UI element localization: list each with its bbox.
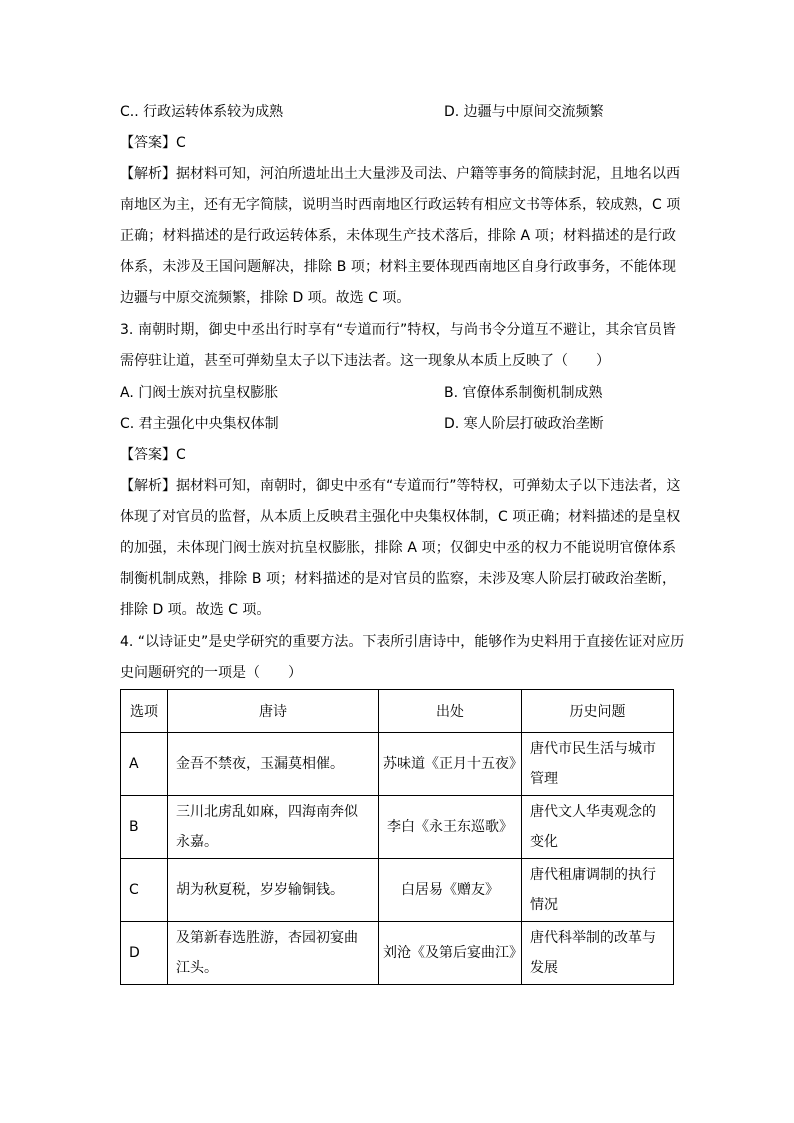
table-row — [121, 796, 674, 859]
cell-issue: 唐代租庸调制的执行情况 — [522, 859, 674, 922]
table-header-row — [121, 690, 674, 733]
header-cell-poem: 唐诗 — [168, 690, 379, 733]
cell-issue: 唐代科举制的改革与发展 — [522, 922, 674, 985]
cell-option: C — [121, 859, 168, 922]
q2-analysis-line: 正确；材料描述的是行政运转体系，未体现生产技术落后，排除 A 项；材料描述的是行政 — [120, 228, 676, 244]
cell-option: D — [121, 922, 168, 985]
header-cell-option: 选项 — [121, 690, 168, 733]
q3-option-c: C. 君主强化中央集权体制 — [120, 416, 279, 432]
cell-poem: 胡为秋夏税，岁岁输铜钱。 — [168, 859, 379, 922]
q2-analysis-line: 体系，未涉及王国问题解决，排除 B 项；材料主要体现西南地区自身行政事务，不能体现 — [120, 259, 676, 275]
q3-analysis-line: 排除 D 项。故选 C 项。 — [120, 602, 271, 618]
q2-answer: 【答案】C — [120, 135, 186, 151]
table-row — [121, 859, 674, 922]
q3-analysis-line: 体现了对官员的监督，从本质上反映君主强化中央集权体制，C 项正确；材料描述的是皇权 — [120, 509, 681, 525]
q3-answer: 【答案】C — [120, 447, 186, 463]
cell-issue: 唐代市民生活与城市管理 — [522, 733, 674, 796]
cell-option: A — [121, 733, 168, 796]
q3-option-b: B. 官僚体系制衡机制成熟 — [444, 385, 603, 401]
q3-option-a: A. 门阀士族对抗皇权膨胀 — [120, 385, 279, 401]
q3-stem-line: 需停驻让道，甚至可弹劾皇太子以下违法者。这一现象从本质上反映了（ ） — [120, 353, 610, 369]
cell-source: 白居易《赠友》 — [379, 859, 522, 922]
cell-poem: 三川北虏乱如麻，四海南奔似永嘉。 — [168, 796, 379, 859]
header-cell-source: 出处 — [379, 690, 522, 733]
q3-option-d: D. 寒人阶层打破政治垄断 — [444, 416, 604, 432]
cell-source: 刘沧《及第后宴曲江》 — [379, 922, 522, 985]
table-row — [121, 922, 674, 985]
cell-poem: 及第新春选胜游，杏园初宴曲江头。 — [168, 922, 379, 985]
q2-analysis-line: 南地区为主，还有无字简牍，说明当时西南地区行政运转有相应文书等体系，较成熟，C 项 — [120, 197, 681, 213]
q3-stem-line: 3. 南朝时期，御史中丞出行时享有“专道而行”特权，与尚书令分道互不避让，其余官员皆 — [120, 322, 676, 338]
cell-issue: 唐代文人华夷观念的变化 — [522, 796, 674, 859]
cell-source: 李白《永王东巡歌》 — [379, 796, 522, 859]
q3-analysis-line: 制衡机制成熟，排除 B 项；材料描述的是对官员的监察，未涉及寒人阶层打破政治垄断， — [120, 571, 676, 587]
q4-stem-line: 4. “以诗证史”是史学研究的重要方法。下表所引唐诗中，能够作为史料用于直接佐证对应历 — [120, 634, 685, 650]
q4-table — [120, 689, 674, 985]
cell-option: B — [121, 796, 168, 859]
q3-analysis-line: 【解析】据材料可知，南朝时，御史中丞有“专道而行”等特权，可弹劾太子以下违法者，这 — [120, 478, 681, 494]
q2-analysis-line: 【解析】据材料可知，河泊所遗址出土大量涉及司法、户籍等事务的简牍封泥，且地名以西 — [120, 166, 680, 182]
table-row — [121, 733, 674, 796]
cell-source: 苏味道《正月十五夜》 — [379, 733, 522, 796]
cell-poem: 金吾不禁夜，玉漏莫相催。 — [168, 733, 379, 796]
q2-analysis-line: 边疆与中原交流频繁，排除 D 项。故选 C 项。 — [120, 290, 411, 306]
q2-option-d: D. 边疆与中原间交流频繁 — [444, 104, 604, 120]
q4-stem-line: 史问题研究的一项是（ ） — [120, 665, 302, 681]
header-cell-issue: 历史问题 — [522, 690, 674, 733]
q2-option-c: C.. 行政运转体系较为成熟 — [120, 104, 284, 120]
q3-analysis-line: 的加强，未体现门阀士族对抗皇权膨胀，排除 A 项；仅御史中丞的权力不能说明官僚体系 — [120, 540, 676, 556]
